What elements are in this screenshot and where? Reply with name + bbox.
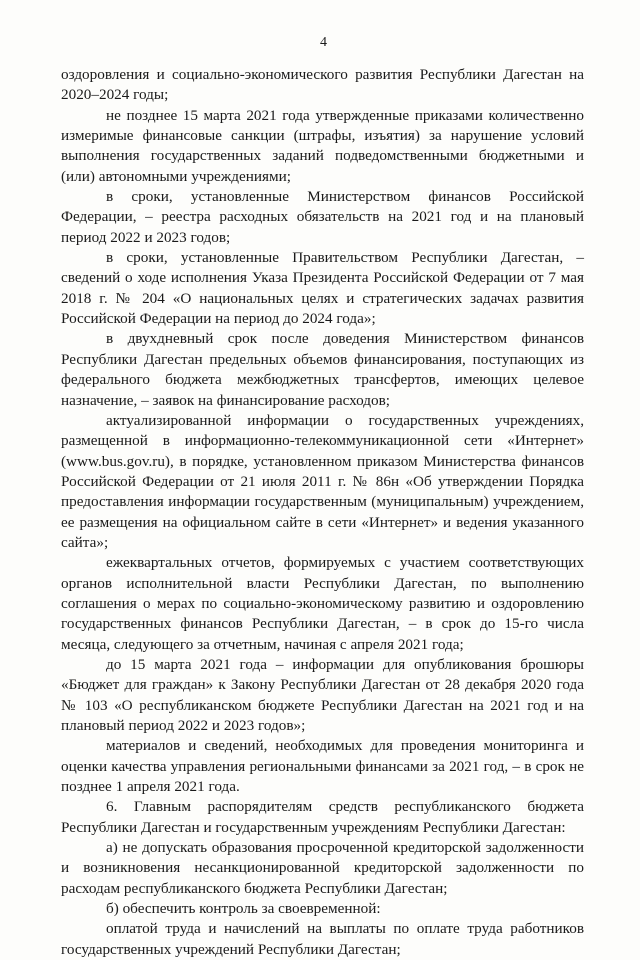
page-number: 4 (320, 35, 327, 50)
paragraph-11: а) не допускать образования просроченной кредиторской задолженности и возникновения несанкционированной кредиторской задолженности по расходам республиканского бюджета Республики Дагестан; (61, 839, 584, 897)
paragraph-6: актуализированной информации о государственных учреждениях, размещенной в информационно-телекоммуникационной сети «Интернет» (www.bus.gov.ru), в порядке, установленном приказом Министерства финансов Российской Федерации от 21 июля 2011 г. № 86н «Об утверждении Порядка предоставления информации государственным (муниципальным) учреждением, ее размещения на официальном сайте в сети «Интернет» и ведения указанного сайта»; (61, 411, 584, 551)
paragraph-12: б) обеспечить контроль за своевременной: (106, 900, 381, 918)
paragraph-10: 6. Главным распорядителям средств республиканского бюджета Республики Дагестан и государственным учреждениям Республики Дагестан: (61, 798, 584, 836)
paragraph-7: ежеквартальных отчетов, формируемых с участием соответствующих органов исполнительной власти Республики Дагестан, по выполнению соглашения о мерах по социально-экономическому развитию и оздоровлению государственных финансов Республики Дагестан, – в срок до 15-го числа месяца, следующего за отчетным, начиная с апреля 2021 года; (61, 554, 584, 653)
paragraph-2: не позднее 15 марта 2021 года утвержденные приказами количественно измеримые финансовые санкции (штрафы, изъятия) за нарушение условий выполнения государственных заданий подведомственными бюджетными и (или) автономными учреждениями; (61, 106, 584, 185)
paragraph-1: оздоровления и социально-экономического развития Республики Дагестан на 2020–2024 годы; (61, 66, 584, 104)
paragraph-5: в двухдневный срок после доведения Министерством финансов Республики Дагестан предельных объемов финансирования, поступающих из федерального бюджета межбюджетных трансфертов, имеющих целевое назначение, – заявок на финансирование расходов; (61, 330, 584, 409)
document-body (61, 65, 584, 960)
paragraph-3: в сроки, установленные Министерством финансов Российской Федерации, – реестра расходных обязательств на 2021 год и на плановый период 2022 и 2023 годов; (61, 188, 584, 246)
paragraph-13: оплатой труда и начислений на выплаты по оплате труда работников государственных учреждений Республики Дагестан; (61, 920, 584, 958)
paragraph-4: в сроки, установленные Правительством Республики Дагестан, – сведений о ходе исполнения Указа Президента Российской Федерации от 7 мая 2018 г. № 204 «О национальных целях и стратегических задачах развития Российской Федерации на период до 2024 года»; (61, 249, 584, 328)
paragraph-9: материалов и сведений, необходимых для проведения мониторинга и оценки качества управления региональными финансами за 2021 год, – в срок не позднее 1 апреля 2021 года. (61, 737, 584, 796)
paragraph-8: до 15 марта 2021 года – информации для опубликования брошюры «Бюджет для граждан» к Закону Республики Дагестан от 28 декабря 2020 года № 103 «О республиканском бюджете Республики Дагестан на 2021 год и на плановый период 2022 и 2023 годов»; (61, 655, 584, 734)
